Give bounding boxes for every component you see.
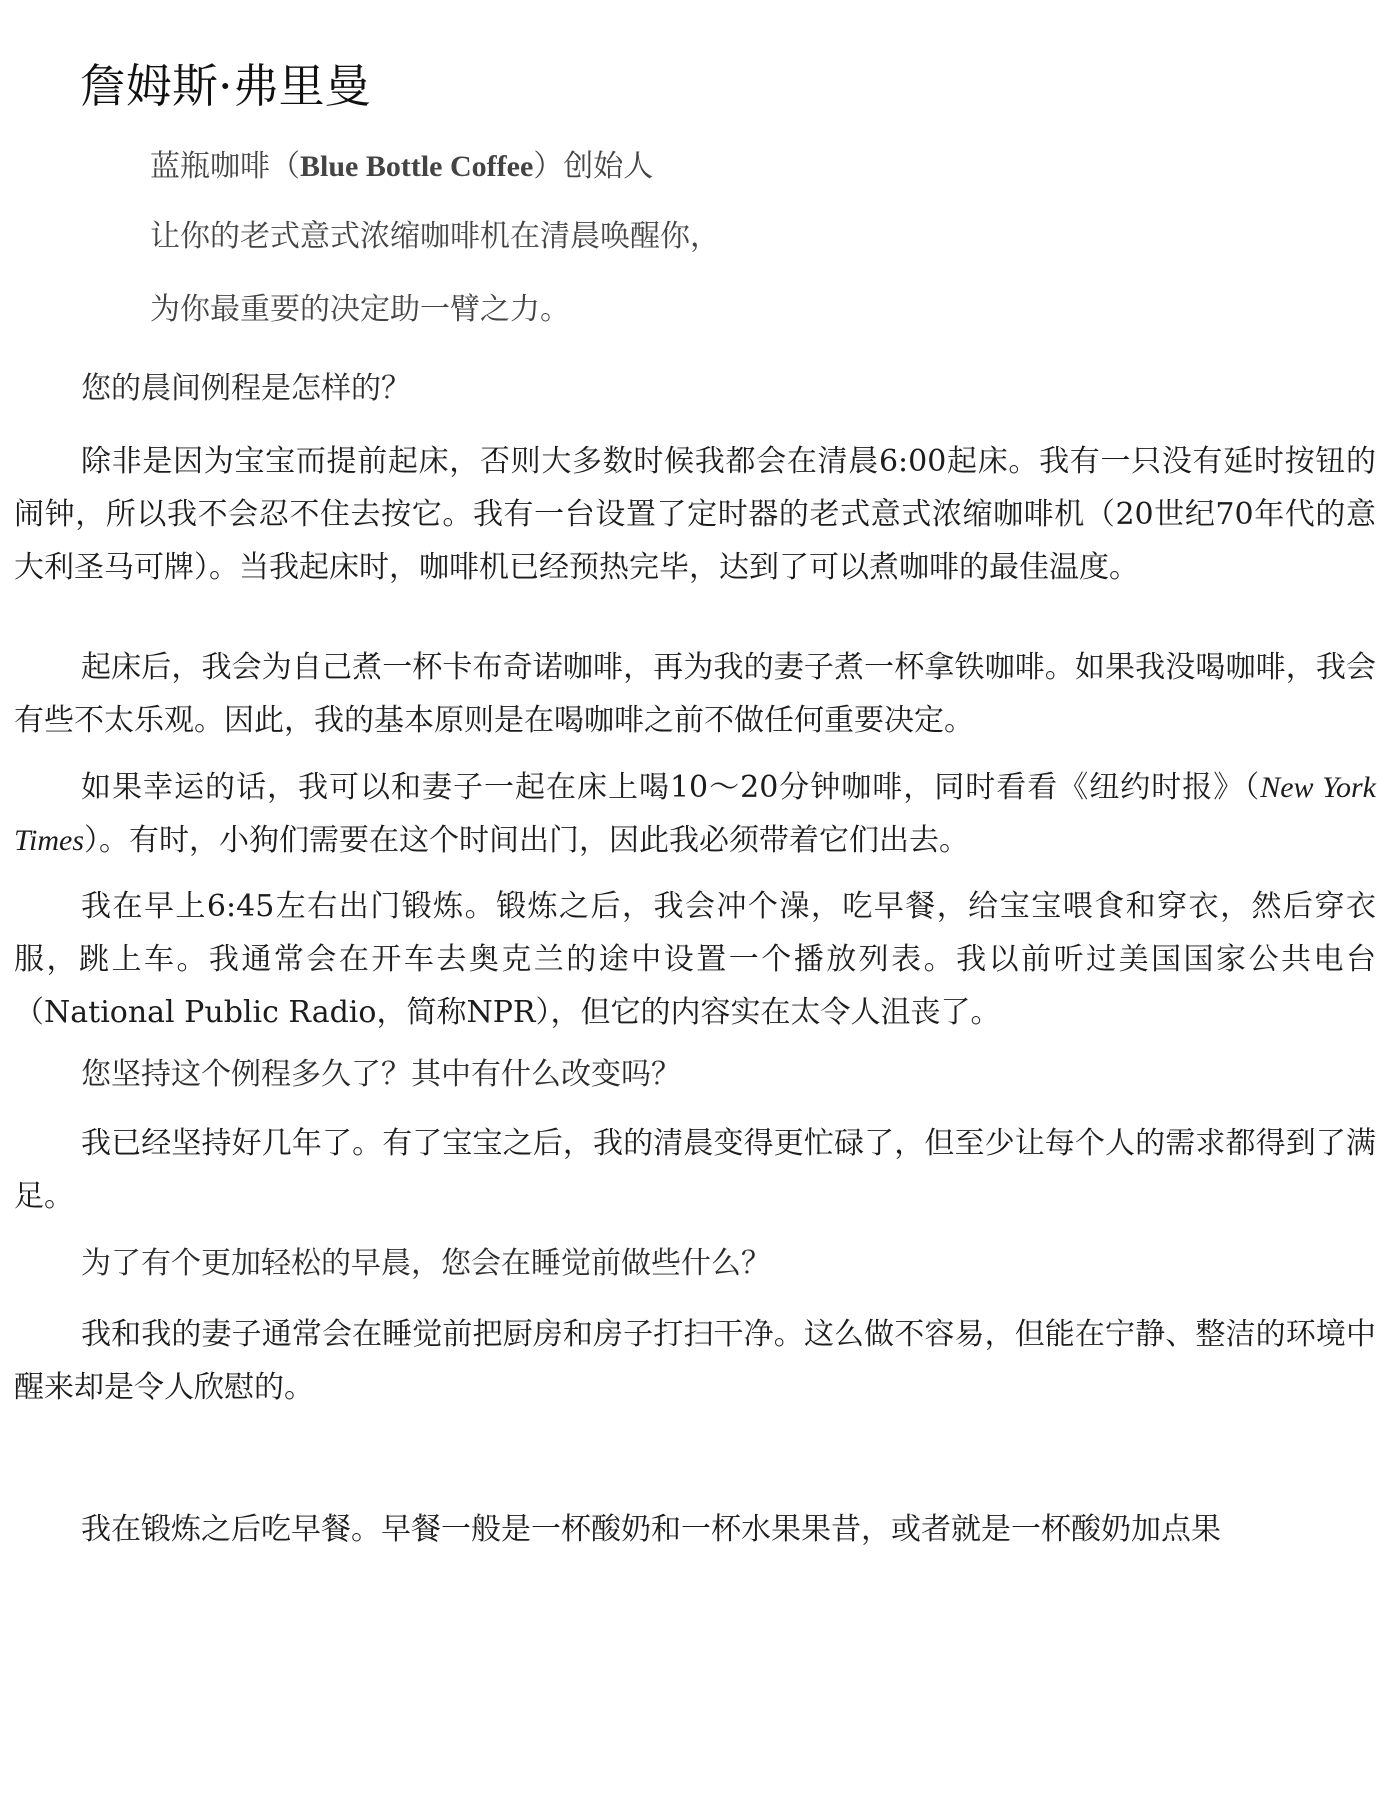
page-title: 詹姆斯·弗里曼 — [80, 59, 371, 113]
paragraph-1: 除非是因为宝宝而提前起床，否则大多数时候我都会在清晨6:00起床。我有一只没有延时按钮的闹钟，所以我不会忍不住去按它。我有一台设置了定时器的老式意式浓缩咖啡机（20世纪70年代的意大利圣马可牌）。当我起床时，咖啡机已经预热完毕，达到了可以煮咖啡的最佳温度。 — [14, 444, 1376, 585]
question-2: 您坚持这个例程多久了？其中有什么改变吗？ — [81, 1057, 681, 1092]
question-3: 为了有个更加轻松的早晨，您会在睡觉前做些什么？ — [81, 1246, 771, 1281]
brand-name: Blue Bottle Coffee — [300, 150, 534, 183]
newspaper-title: New York Times — [14, 771, 1376, 857]
question-1: 您的晨间例程是怎样的？ — [81, 371, 411, 406]
paragraph-3-part-2: ）。有时，小狗们需要在这个时间出门，因此我必须带着它们出去。 — [84, 823, 970, 858]
paragraph-3 — [14, 761, 1376, 867]
paragraph-6: 我和我的妻子通常会在睡觉前把厨房和房子打扫干净。这么做不容易，但能在宁静、整洁的环境中醒来却是令人欣慰的。 — [14, 1317, 1376, 1405]
paragraph-7: 我在锻炼之后吃早餐。早餐一般是一杯酸奶和一杯水果果昔，或者就是一杯酸奶加点果 — [81, 1512, 1221, 1547]
paragraph-3-part-1: 如果幸运的话，我可以和妻子一起在床上喝10～20分钟咖啡，同时看看《纽约时报》（ — [81, 770, 1261, 805]
subtitle-role — [150, 147, 653, 187]
subtitle-role-suffix: ）创始人 — [533, 149, 654, 184]
paragraph-5: 我已经坚持好几年了。有了宝宝之后，我的清晨变得更忙碌了，但至少让每个人的需求都得到了满足。 — [14, 1126, 1376, 1214]
subtitle-line-3: 为你最重要的决定助一臂之力。 — [150, 292, 570, 327]
paragraph-4: 我在早上6:45左右出门锻炼。锻炼之后，我会冲个澡，吃早餐，给宝宝喂食和穿衣，然后穿衣服，跳上车。我通常会在开车去奥克兰的途中设置一个播放列表。我以前听过美国国家公共电台（National Public Radio，简称NPR），但它的内容实在太令人沮丧了。 — [14, 889, 1376, 1030]
subtitle-role-prefix: 蓝瓶咖啡（ — [150, 149, 300, 184]
paragraph-2: 起床后，我会为自己煮一杯卡布奇诺咖啡，再为我的妻子煮一杯拿铁咖啡。如果我没喝咖啡，我会有些不太乐观。因此，我的基本原则是在喝咖啡之前不做任何重要决定。 — [14, 650, 1376, 738]
subtitle-line-2: 让你的老式意式浓缩咖啡机在清晨唤醒你， — [150, 219, 720, 254]
